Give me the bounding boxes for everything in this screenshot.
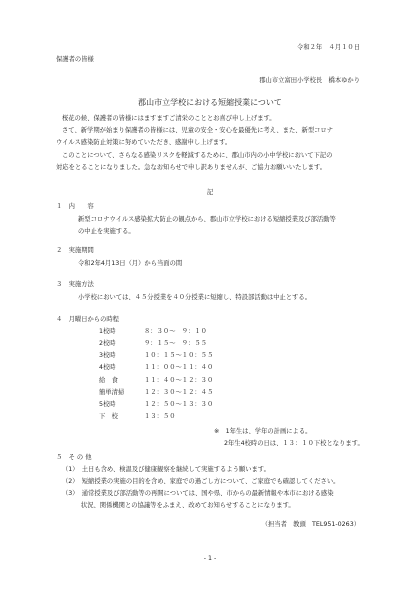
intro-line: このことについて、さらなる感染リスクを軽減するために、郡山市内の小中学校において下記の bbox=[62, 152, 333, 159]
other-item: （1） 土日も含め、検温及び健康観察を継続して実施するよう願います。 bbox=[62, 466, 270, 473]
sender: 郡山市立富田小学校長 橋本ゆかり bbox=[259, 77, 360, 84]
schedule-time: １２：３０～１２：４５ bbox=[144, 389, 214, 396]
intro-line: 桜花の候、保護者の皆様にはますますご清栄のこととお喜び申し上げます。 bbox=[62, 115, 276, 122]
section-1-text: の中止を実施する。 bbox=[78, 228, 135, 235]
ki-heading: 記 bbox=[206, 189, 214, 196]
intro-line: ウイルス感染防止対策に努めていただき、感謝申し上げます。 bbox=[56, 139, 232, 146]
schedule-note: ※ 1年生は、学年の計画による。 bbox=[214, 428, 312, 435]
schedule-period: 5校時 bbox=[99, 401, 116, 408]
schedule-time: ９：１５～ ９：５５ bbox=[144, 340, 207, 347]
schedule-period: 下 校 bbox=[99, 413, 118, 420]
schedule-period: 2校時 bbox=[99, 340, 116, 347]
schedule-period: 簡単清掃 bbox=[99, 389, 125, 396]
section-2-text: 令和2年4月13日（月）から当面の間 bbox=[78, 260, 183, 267]
schedule-period: 3校時 bbox=[99, 352, 116, 359]
schedule-period: 給 食 bbox=[99, 377, 118, 384]
schedule-time: １０：１５～１０：５５ bbox=[144, 352, 214, 359]
schedule-period: 1校時 bbox=[99, 328, 116, 335]
schedule-note: 2年生4校時の日は、１３：１０下校となります。 bbox=[224, 440, 364, 447]
document-title: 郡山市立学校における短縮授業について bbox=[138, 98, 282, 107]
schedule-time: １３：５０ bbox=[144, 413, 176, 420]
section-1-text: 新型コロナウイルス感染拡大防止の観点から、郡山市立学校における短縮授業及び部活動等 bbox=[78, 216, 336, 223]
section-4-heading: ４ 月曜日からの時程 bbox=[56, 316, 119, 323]
intro-line: 対応をとることになりました。急なお知らせで申し訳ありませんが、ご協力お願いいたします。 bbox=[56, 164, 327, 171]
intro-line: さて、新学期が始まり保護者の皆様には、児童の安全・安心を最優先に考え、また、新型コロナ bbox=[62, 127, 334, 134]
document-date: 令和２年 ４月１０日 bbox=[297, 44, 360, 51]
section-3-heading: ３ 実施方法 bbox=[56, 281, 94, 288]
section-1-heading: １ 内 容 bbox=[56, 203, 94, 210]
schedule-time: ８：３０～ ９：１０ bbox=[144, 328, 207, 335]
section-2-heading: ２ 実施期間 bbox=[56, 247, 94, 254]
schedule-period: 4校時 bbox=[99, 364, 116, 371]
schedule-time: １１：００～１１：４０ bbox=[144, 364, 214, 371]
section-3-text: 小学校においては、４５分授業を４０分授業に短縮し、特設部活動は中止とする。 bbox=[78, 294, 311, 301]
page-number: - 1 - bbox=[203, 555, 217, 562]
contact-info: （担当者 教頭 TEL951-0263） bbox=[261, 521, 360, 528]
schedule-time: １１：４０～１２：３０ bbox=[144, 377, 214, 384]
other-item: 状況、関係機関との協議等をふまえ、改めてお知らせすることになります。 bbox=[62, 502, 295, 509]
other-item: （2） 短縮授業の実施の目的を含め、家庭での過ごし方について、ご家庭でも確認してください。 bbox=[62, 478, 340, 485]
other-item: （3） 通常授業及び部活動等の再開については、国や県、市からの最新情報や本市における感染 bbox=[62, 490, 334, 497]
addressee: 保護者の皆様 bbox=[56, 56, 94, 63]
schedule-time: １２：５０～１３：３０ bbox=[144, 401, 214, 408]
section-5-heading: ５ そ の 他 bbox=[56, 454, 92, 461]
